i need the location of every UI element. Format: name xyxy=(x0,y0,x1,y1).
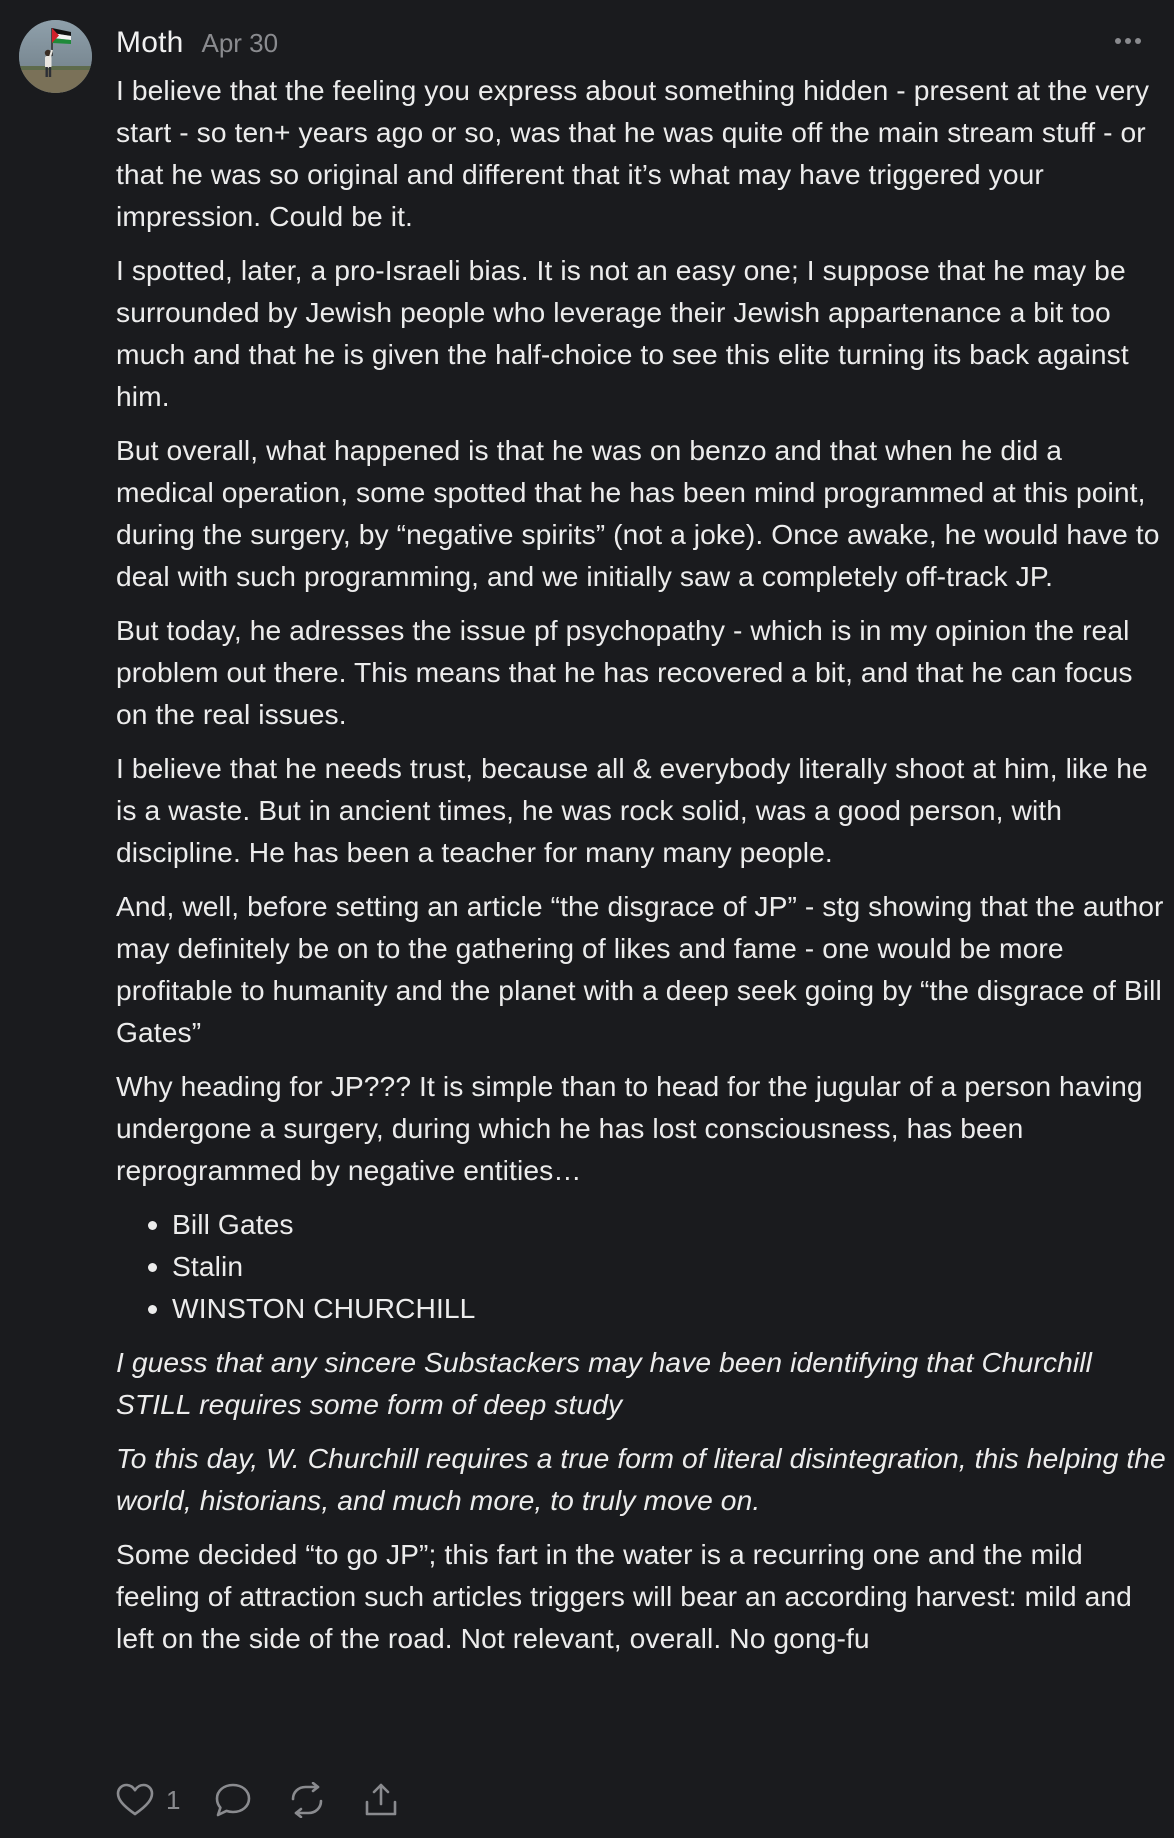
comment-paragraph: And, well, before setting an article “the disgrace of JP” - stg showing that the author may definitely be on to the gathering of likes and fame - one would be more profitable to humanity and the planet with a deep seek going by “the disgrace of Bill Gates” xyxy=(116,890,1164,1048)
reply-button[interactable] xyxy=(214,1778,288,1822)
list-item: • Stalin xyxy=(172,1245,1166,1287)
list-item: • Bill Gates xyxy=(172,1203,1166,1245)
avatar[interactable] xyxy=(19,20,92,93)
like-button[interactable] xyxy=(116,1778,214,1822)
more-horizontal-icon xyxy=(1115,38,1121,44)
comment-paragraph: I spotted, later, a pro-Israeli bias. It is not an easy one; I suppose that he may be surrounded by Jewish people who leverage their Jewish appartenance a bit too much and that he is given the half-choice to see this elite turning its back against him. xyxy=(116,254,1129,412)
comment-date[interactable]: Apr 30 xyxy=(201,27,279,58)
author-name[interactable]: Moth xyxy=(116,26,184,59)
more-options-button[interactable] xyxy=(1108,28,1148,54)
share-button[interactable] xyxy=(364,1778,414,1822)
comment-body xyxy=(116,69,1166,1671)
comment-header xyxy=(116,22,278,64)
more-horizontal-icon-dot xyxy=(1125,38,1131,44)
restack-icon xyxy=(288,1782,326,1818)
like-count: 1 xyxy=(166,1784,181,1815)
comment-paragraph: Some decided “to go JP”; this fart in the water is a recurring one and the mild feeling of attraction such articles triggers will bear an according harvest: mild and left on the side of the road. Not relevant, overall. No gong-fu xyxy=(116,1538,1132,1654)
comment-actions xyxy=(116,1778,414,1822)
list-item: • WINSTON CHURCHILL xyxy=(172,1287,1166,1329)
comment-paragraph: But today, he adresses the issue pf psychopathy - which is in my opinion the real problem out there. This means that he has recovered a bit, and that he can focus on the real issues. xyxy=(116,614,1133,730)
restack-button[interactable] xyxy=(288,1778,364,1822)
more-horizontal-icon-dot xyxy=(1135,38,1141,44)
italic-paragraph: I guess that any sincere Substackers may have been identifying that Churchill STILL requires some form of deep study xyxy=(116,1346,1092,1420)
comment-paragraph: I believe that he needs trust, because all & everybody literally shoot at him, like he is a waste. But in ancient times, he was rock solid, was a good person, with discipline. He has been a teacher for many many people. xyxy=(116,752,1148,868)
heart-icon xyxy=(116,1783,154,1817)
comment-paragraph: Why heading for JP??? It is simple than to head for the jugular of a person having undergone a surgery, during which he has lost consciousness, has been reprogrammed by negative entities… xyxy=(116,1070,1143,1186)
comment-paragraph: I believe that the feeling you express about something hidden - present at the very start - so ten+ years ago or so, was that he was quite off the main stream stuff - or that he was so original and different that it’s what may have triggered your impression. Could be it. xyxy=(116,74,1150,232)
comment-bubble-icon xyxy=(214,1782,252,1818)
bullet-list xyxy=(116,1203,1166,1329)
avatar-image xyxy=(19,20,92,93)
comment-paragraph: But overall, what happened is that he was on benzo and that when he did a medical operation, some spotted that he has been mind programmed at this point, during the surgery, by “negative spirits” (not a joke). Once awake, he would have to deal with such programming, and we initially saw a completely off-track JP. xyxy=(116,434,1160,592)
italic-paragraph: To this day, W. Churchill requires a true form of literal disintegration, this helping the world, historians, and much more, to truly move on. xyxy=(116,1442,1166,1516)
share-icon xyxy=(364,1782,398,1818)
